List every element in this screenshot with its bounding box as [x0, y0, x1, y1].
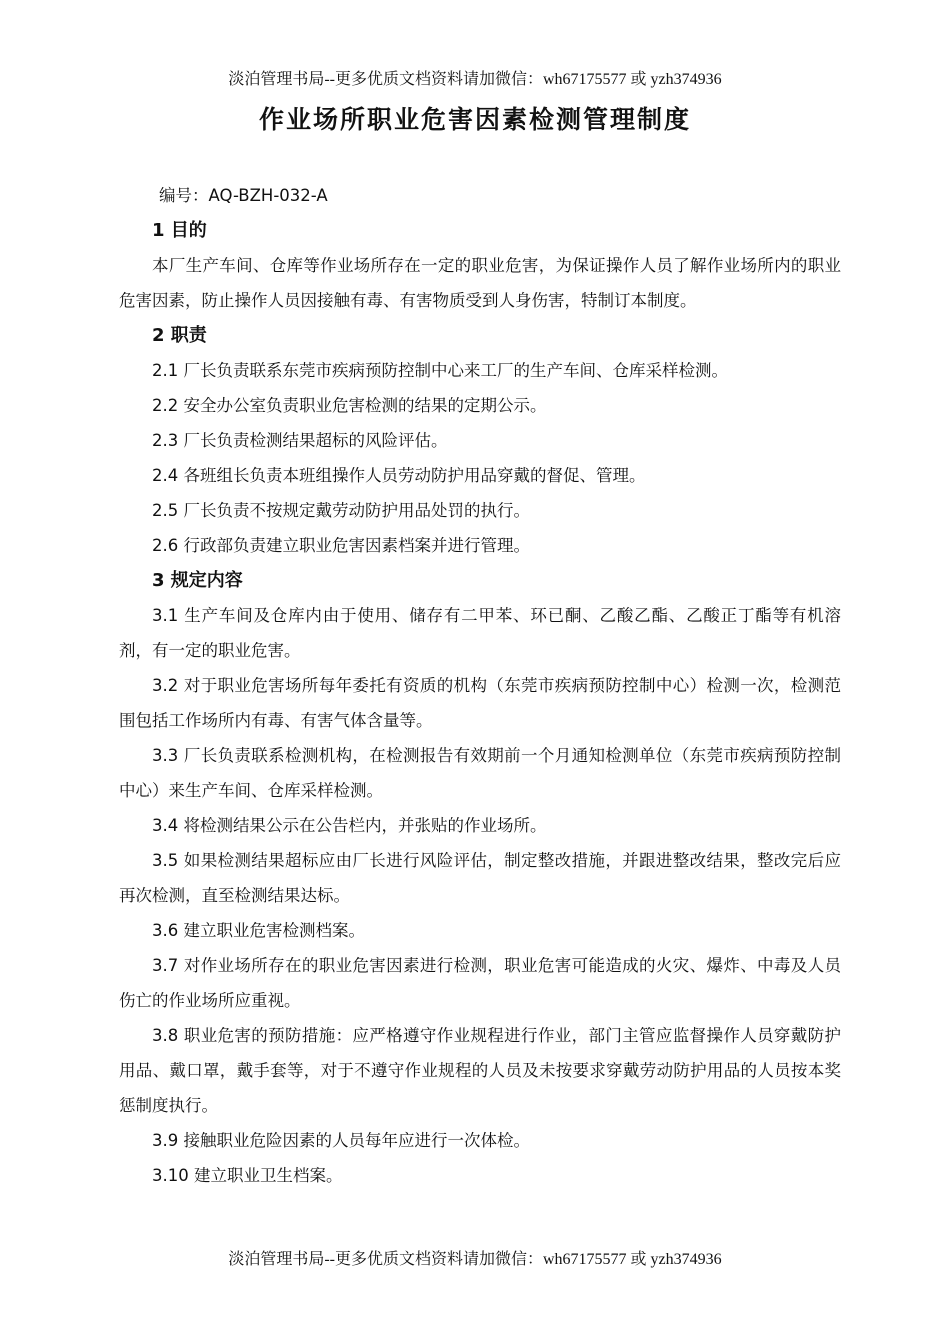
- provision-item: 3.1 生产车间及仓库内由于使用、储存有二甲苯、环已酮、乙酸乙酯、乙酸正丁酯等有机溶剂，有一定的职业危害。: [119, 606, 841, 660]
- provision-item: 3.8 职业危害的预防措施：应严格遵守作业规程进行作业，部门主管应监督操作人员穿戴防护用品、戴口罩，戴手套等，对于不遵守作业规程的人员及未按要求穿戴劳动防护用品的人员按本奖惩制度执行。: [119, 1026, 841, 1115]
- duty-item: 2.4 各班组长负责本班组操作人员劳动防护用品穿戴的督促、管理。: [152, 466, 646, 485]
- section-purpose-paragraph: 本厂生产车间、仓库等作业场所存在一定的职业危害，为保证操作人员了解作业场所内的职业危害因素，防止操作人员因接触有毒、有害物质受到人身伤害，特制订本制度。: [119, 256, 841, 310]
- provision-item: 3.6 建立职业危害检测档案。: [152, 921, 365, 940]
- duty-item: 2.2 安全办公室负责职业危害检测的结果的定期公示。: [152, 396, 547, 415]
- provision-item: 3.4 将检测结果公示在公告栏内，并张贴的作业场所。: [152, 816, 547, 835]
- provision-item: 3.2 对于职业危害场所每年委托有资质的机构（东莞市疾病预防控制中心）检测一次，检测范围包括工作场所内有毒、有害气体含量等。: [119, 676, 841, 730]
- provision-item: 3.9 接触职业危险因素的人员每年应进行一次体检。: [152, 1131, 530, 1150]
- section-heading-purpose: 1 目的: [152, 220, 207, 241]
- page-footer-watermark: 淡泊管理书局--更多优质文档资料请加微信：wh67175577 或 yzh374936: [228, 1251, 722, 1268]
- duty-item: 2.1 厂长负责联系东莞市疾病预防控制中心来工厂的生产车间、仓库采样检测。: [152, 361, 728, 380]
- provision-item: 3.5 如果检测结果超标应由厂长进行风险评估，制定整改措施，并跟进整改结果，整改完后应再次检测，直至检测结果达标。: [119, 851, 841, 905]
- document-title: 作业场所职业危害因素检测管理制度: [258, 105, 691, 134]
- document-body: [119, 178, 841, 1193]
- section-heading-provisions: 3 规定内容: [152, 570, 243, 591]
- duty-item: 2.5 厂长负责不按规定戴劳动防护用品处罚的执行。: [152, 501, 530, 520]
- duty-item: 2.6 行政部负责建立职业危害因素档案并进行管理。: [152, 536, 530, 555]
- document-code: 编号：AQ-BZH-032-A: [159, 186, 328, 205]
- section-heading-duties: 2 职责: [152, 325, 207, 346]
- page-header-watermark: 淡泊管理书局--更多优质文档资料请加微信：wh67175577 或 yzh374936: [228, 71, 722, 88]
- provision-item: 3.10 建立职业卫生档案。: [152, 1166, 343, 1185]
- provision-item: 3.7 对作业场所存在的职业危害因素进行检测，职业危害可能造成的火灾、爆炸、中毒及人员伤亡的作业场所应重视。: [119, 956, 841, 1010]
- provision-item: 3.3 厂长负责联系检测机构，在检测报告有效期前一个月通知检测单位（东莞市疾病预防控制中心）来生产车间、仓库采样检测。: [119, 746, 841, 800]
- duty-item: 2.3 厂长负责检测结果超标的风险评估。: [152, 431, 448, 450]
